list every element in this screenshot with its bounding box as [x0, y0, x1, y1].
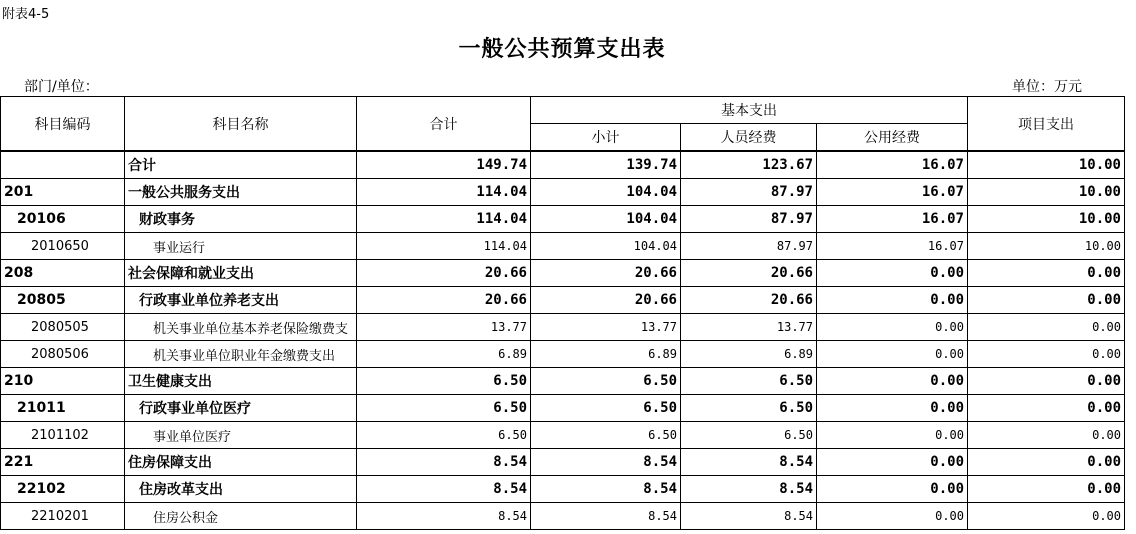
row-total: 114.04 — [357, 179, 531, 206]
row-subtotal: 6.50 — [531, 395, 681, 422]
table-header — [1, 97, 1125, 152]
row-public: 0.00 — [817, 368, 968, 395]
row-subtotal: 6.89 — [531, 341, 681, 368]
row-personnel: 6.89 — [681, 341, 817, 368]
row-name: 机关事业单位职业年金缴费支出 — [125, 341, 357, 368]
row-project: 10.00 — [968, 233, 1125, 260]
row-total: 6.50 — [357, 422, 531, 449]
row-subtotal: 13.77 — [531, 314, 681, 341]
row-code — [1, 151, 125, 179]
table-row — [1, 151, 1125, 179]
row-personnel: 20.66 — [681, 260, 817, 287]
row-subtotal: 104.04 — [531, 179, 681, 206]
row-personnel: 87.97 — [681, 179, 817, 206]
table-row — [1, 341, 1125, 368]
row-personnel: 8.54 — [681, 449, 817, 476]
header-project: 项目支出 — [968, 97, 1125, 152]
table-row — [1, 179, 1125, 206]
row-total: 13.77 — [357, 314, 531, 341]
budget-table — [0, 96, 1125, 530]
row-name: 社会保障和就业支出 — [125, 260, 357, 287]
row-personnel: 6.50 — [681, 368, 817, 395]
row-code: 2101102 — [1, 422, 125, 449]
row-name: 机关事业单位基本养老保险缴费支 — [125, 314, 357, 341]
table-row — [1, 422, 1125, 449]
row-total: 20.66 — [357, 260, 531, 287]
table-row — [1, 449, 1125, 476]
row-personnel: 8.54 — [681, 476, 817, 503]
row-personnel: 20.66 — [681, 287, 817, 314]
row-code: 20805 — [1, 287, 125, 314]
row-code: 221 — [1, 449, 125, 476]
page-title: 一般公共预算支出表 — [458, 36, 666, 62]
table-row — [1, 503, 1125, 530]
row-public: 0.00 — [817, 341, 968, 368]
row-public: 0.00 — [817, 476, 968, 503]
row-total: 149.74 — [357, 151, 531, 179]
row-name: 事业单位医疗 — [125, 422, 357, 449]
department-label: 部门/单位： — [24, 79, 99, 95]
table-row — [1, 206, 1125, 233]
row-name: 住房公积金 — [125, 503, 357, 530]
row-name: 住房改革支出 — [125, 476, 357, 503]
row-public: 16.07 — [817, 206, 968, 233]
row-project: 10.00 — [968, 179, 1125, 206]
row-name: 合计 — [125, 151, 357, 179]
row-project: 0.00 — [968, 314, 1125, 341]
row-public: 0.00 — [817, 287, 968, 314]
header-code: 科目编码 — [1, 97, 125, 152]
row-code: 21011 — [1, 395, 125, 422]
row-code: 210 — [1, 368, 125, 395]
row-total: 8.54 — [357, 449, 531, 476]
row-total: 114.04 — [357, 233, 531, 260]
row-code: 201 — [1, 179, 125, 206]
row-personnel: 13.77 — [681, 314, 817, 341]
row-code: 2010650 — [1, 233, 125, 260]
row-subtotal: 20.66 — [531, 260, 681, 287]
row-code: 2080506 — [1, 341, 125, 368]
row-personnel: 87.97 — [681, 233, 817, 260]
row-project: 0.00 — [968, 260, 1125, 287]
row-total: 6.89 — [357, 341, 531, 368]
row-project: 10.00 — [968, 206, 1125, 233]
row-code: 22102 — [1, 476, 125, 503]
row-subtotal: 20.66 — [531, 287, 681, 314]
row-public: 0.00 — [817, 503, 968, 530]
table-row — [1, 260, 1125, 287]
row-name: 行政事业单位养老支出 — [125, 287, 357, 314]
row-project: 0.00 — [968, 476, 1125, 503]
row-personnel: 6.50 — [681, 422, 817, 449]
row-total: 114.04 — [357, 206, 531, 233]
row-name: 事业运行 — [125, 233, 357, 260]
row-name: 住房保障支出 — [125, 449, 357, 476]
header-personnel: 人员经费 — [681, 124, 817, 152]
table-row — [1, 233, 1125, 260]
row-public: 0.00 — [817, 422, 968, 449]
row-public: 0.00 — [817, 395, 968, 422]
header-subtotal: 小计 — [531, 124, 681, 152]
row-code: 2080505 — [1, 314, 125, 341]
row-total: 6.50 — [357, 395, 531, 422]
row-name: 行政事业单位医疗 — [125, 395, 357, 422]
row-public: 0.00 — [817, 449, 968, 476]
row-subtotal: 8.54 — [531, 449, 681, 476]
row-personnel: 8.54 — [681, 503, 817, 530]
row-total: 8.54 — [357, 503, 531, 530]
row-personnel: 87.97 — [681, 206, 817, 233]
row-code: 2210201 — [1, 503, 125, 530]
table-row — [1, 314, 1125, 341]
row-public: 16.07 — [817, 179, 968, 206]
row-subtotal: 104.04 — [531, 233, 681, 260]
table-row — [1, 395, 1125, 422]
row-project: 10.00 — [968, 151, 1125, 179]
row-project: 0.00 — [968, 422, 1125, 449]
row-subtotal: 104.04 — [531, 206, 681, 233]
row-code: 208 — [1, 260, 125, 287]
row-public: 0.00 — [817, 260, 968, 287]
row-total: 20.66 — [357, 287, 531, 314]
row-personnel: 6.50 — [681, 395, 817, 422]
header-public: 公用经费 — [817, 124, 968, 152]
table-row — [1, 287, 1125, 314]
row-subtotal: 8.54 — [531, 503, 681, 530]
row-personnel: 123.67 — [681, 151, 817, 179]
row-name: 卫生健康支出 — [125, 368, 357, 395]
row-name: 财政事务 — [125, 206, 357, 233]
unit-label: 单位：万元 — [1012, 79, 1082, 95]
header-total: 合计 — [357, 97, 531, 152]
row-project: 0.00 — [968, 503, 1125, 530]
row-project: 0.00 — [968, 449, 1125, 476]
row-project: 0.00 — [968, 287, 1125, 314]
attachment-label: 附表4-5 — [2, 7, 50, 22]
row-name: 一般公共服务支出 — [125, 179, 357, 206]
row-total: 8.54 — [357, 476, 531, 503]
row-public: 16.07 — [817, 151, 968, 179]
row-project: 0.00 — [968, 368, 1125, 395]
table-row — [1, 368, 1125, 395]
table-body — [1, 151, 1125, 530]
row-public: 0.00 — [817, 314, 968, 341]
header-basic: 基本支出 — [531, 97, 968, 124]
row-project: 0.00 — [968, 341, 1125, 368]
row-subtotal: 6.50 — [531, 422, 681, 449]
row-public: 16.07 — [817, 233, 968, 260]
row-total: 6.50 — [357, 368, 531, 395]
row-subtotal: 8.54 — [531, 476, 681, 503]
row-code: 20106 — [1, 206, 125, 233]
row-subtotal: 6.50 — [531, 368, 681, 395]
row-subtotal: 139.74 — [531, 151, 681, 179]
row-project: 0.00 — [968, 395, 1125, 422]
header-name: 科目名称 — [125, 97, 357, 152]
table-row — [1, 476, 1125, 503]
